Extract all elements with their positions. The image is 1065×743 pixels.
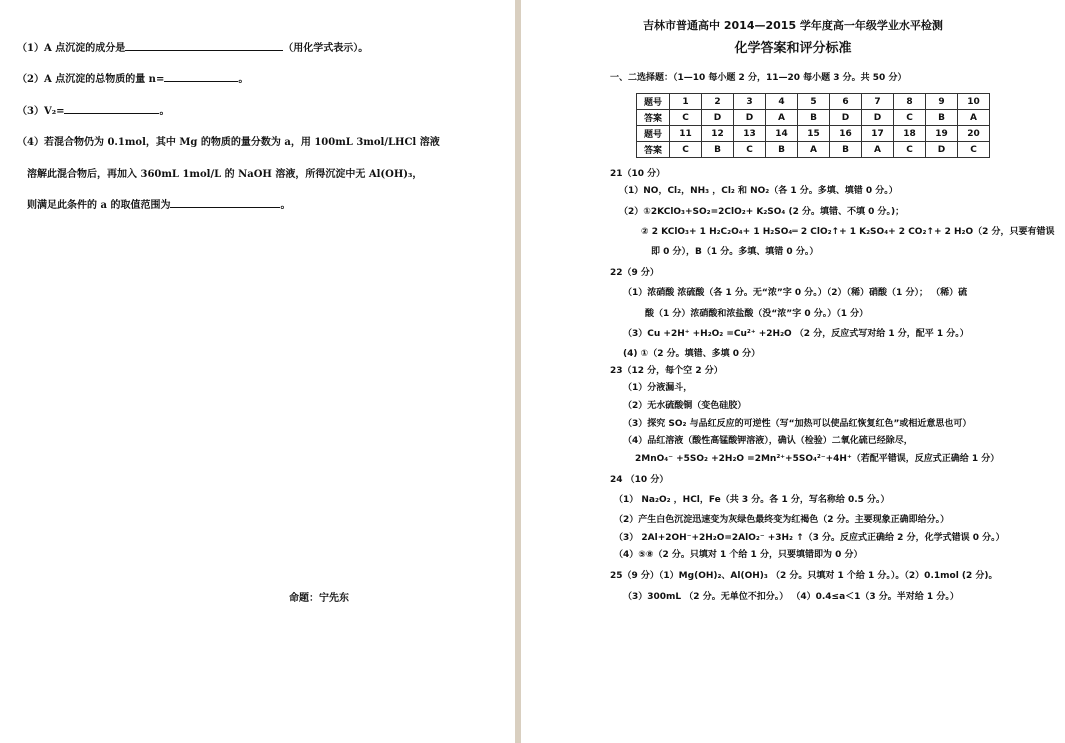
table-cell: C — [670, 110, 702, 126]
table-cell: 2 — [702, 94, 734, 110]
table-cell: D — [702, 110, 734, 126]
table-row — [637, 110, 990, 126]
answer-line: （1）分液漏斗， — [623, 383, 693, 393]
answer-line: 22（9 分） — [610, 268, 659, 278]
answer-table — [636, 93, 990, 158]
table-row — [637, 126, 990, 142]
table-cell: 19 — [926, 126, 958, 142]
answer-line: 酸（1 分）浓硝酸和浓盐酸（没“浓”字 0 分。）（1 分） — [645, 309, 869, 319]
table-cell: C — [894, 142, 926, 158]
answer-blank — [64, 104, 159, 114]
author-footer: 命题：宁先东 — [289, 593, 349, 604]
question-3-text: （3）V₂= — [17, 106, 65, 117]
answer-line: （2）产生白色沉淀迅速变为灰绿色最终变为红褐色（2 分。主要现象正确即给分。） — [614, 515, 950, 525]
question-4-line-3 — [27, 196, 290, 211]
answer-line: （3）300mL （2 分。无单位不扣分。） （4）0.4≤a＜1（3 分。半对给 1 分。） — [623, 592, 959, 602]
answer-line: 23（12 分，每个空 2 分） — [610, 366, 723, 376]
table-row-header: 答案 — [637, 110, 670, 126]
answer-line: （2）①2KClO₃+SO₂=2ClO₂+ K₂SO₄ (2 分。填错、不填 0 分。)； — [619, 207, 905, 217]
question-4-line-1: （4）若混合物仍为 0.1mol，其中 Mg 的物质的量分数为 a，用 100mL 3mol/LHCl 溶液 — [17, 137, 440, 148]
document-subtitle: 化学答案和评分标准 — [734, 41, 852, 56]
table-cell: B — [830, 142, 862, 158]
question-1-suffix: （用化学式表示）。 — [283, 43, 369, 54]
document-title: 吉林市普通高中 2014—2015 学年度高一年级学业水平检测 — [643, 19, 943, 32]
table-cell: 20 — [958, 126, 990, 142]
table-cell: C — [670, 142, 702, 158]
table-cell: 7 — [862, 94, 894, 110]
question-2-suffix: 。 — [238, 74, 249, 85]
table-cell: 1 — [670, 94, 702, 110]
question-1 — [17, 39, 368, 54]
question-4-line-2: 溶解此混合物后，再加入 360mL 1mol/L 的 NaOH 溶液，所得沉淀中无 Al(OH)₃， — [27, 169, 423, 180]
table-cell: B — [702, 142, 734, 158]
table-cell: 5 — [798, 94, 830, 110]
table-cell: A — [798, 142, 830, 158]
table-cell: 14 — [766, 126, 798, 142]
question-4-text: 则满足此条件的 a 的取值范围为 — [27, 200, 171, 211]
table-cell: 4 — [766, 94, 798, 110]
question-3-suffix: 。 — [159, 106, 170, 117]
answer-line: （1）浓硝酸 浓硫酸（各 1 分。无“浓”字 0 分。）（2）（稀）硝酸（1 分）； （稀）硫 — [623, 288, 968, 298]
table-cell: 6 — [830, 94, 862, 110]
question-3 — [17, 102, 169, 117]
answer-line: 24 （10 分） — [610, 475, 669, 485]
table-cell: 8 — [894, 94, 926, 110]
table-row — [637, 142, 990, 158]
answer-blank — [125, 41, 283, 51]
answer-line: ② 2 KClO₃+ 1 H₂C₂O₄+ 1 H₂SO₄═ 2 ClO₂↑+ 1 K₂SO₄+ 2 CO₂↑+ 2 H₂O（2 分，只要有错误 — [641, 227, 1055, 237]
table-cell: A — [862, 142, 894, 158]
table-row-header: 题号 — [637, 94, 670, 110]
table-cell: C — [894, 110, 926, 126]
answer-line: （2）无水硫酸铜（变色硅胶） — [623, 401, 747, 411]
table-cell: C — [734, 142, 766, 158]
right-page — [521, 0, 1065, 743]
answer-line: 21（10 分） — [610, 169, 666, 179]
table-cell: 3 — [734, 94, 766, 110]
question-4-suffix: 。 — [280, 200, 291, 211]
table-cell: 13 — [734, 126, 766, 142]
table-cell: D — [734, 110, 766, 126]
answer-line: (4) ①（2 分。填错、多填 0 分） — [623, 349, 761, 359]
table-cell: D — [830, 110, 862, 126]
table-cell: B — [798, 110, 830, 126]
answer-blank — [164, 72, 238, 82]
table-cell: B — [766, 142, 798, 158]
table-cell: 18 — [894, 126, 926, 142]
table-cell: A — [958, 110, 990, 126]
table-cell: D — [862, 110, 894, 126]
table-cell: 12 — [702, 126, 734, 142]
question-1-text: （1）A 点沉淀的成分是 — [17, 43, 126, 54]
table-cell: B — [926, 110, 958, 126]
section-heading: 一、二选择题：（1—10 每小题 2 分，11—20 每小题 3 分。共 50 分） — [610, 73, 907, 83]
table-cell: 10 — [958, 94, 990, 110]
table-cell: C — [958, 142, 990, 158]
answer-line: 即 0 分），B（1 分。多填、填错 0 分。） — [651, 247, 819, 257]
table-cell: 11 — [670, 126, 702, 142]
table-cell: 17 — [862, 126, 894, 142]
question-2-text: （2）A 点沉淀的总物质的量 n= — [17, 74, 165, 85]
table-cell: 15 — [798, 126, 830, 142]
answer-line: （4）⑤⑧（2 分。只填对 1 个给 1 分，只要填错即为 0 分） — [614, 550, 863, 560]
table-cell: 9 — [926, 94, 958, 110]
answer-line: （3）Cu +2H⁺ +H₂O₂ =Cu²⁺ +2H₂O （2 分，反应式写对给 1 分，配平 1 分。） — [623, 329, 969, 339]
answer-line: （1） Na₂O₂ ，HCl，Fe（共 3 分。各 1 分，写名称给 0.5 分。） — [614, 495, 890, 505]
answer-line: （4）品红溶液（酸性高锰酸钾溶液），确认（检验）二氧化硫已经除尽， — [623, 436, 913, 446]
table-cell: A — [766, 110, 798, 126]
table-row — [637, 94, 990, 110]
table-cell: D — [926, 142, 958, 158]
answer-line: （3）探究 SO₂ 与品红反应的可逆性（写“加热可以使品红恢复红色”或相近意思也可） — [623, 419, 972, 429]
left-page — [0, 0, 515, 743]
question-2 — [17, 70, 248, 85]
table-cell: 16 — [830, 126, 862, 142]
answer-line: 25（9 分）（1）Mg(OH)₂、Al(OH)₃ （2 分。只填对 1 个给 1 分。）。（2）0.1mol (2 分)。 — [610, 571, 998, 581]
answer-line: （1）NO，Cl₂，NH₃ ，Cl₂ 和 NO₂（各 1 分。多填、填错 0 分。） — [619, 186, 898, 196]
answer-line: 2MnO₄⁻ +5SO₂ +2H₂O =2Mn²⁺+5SO₄²⁻+4H⁺（若配平错误，反应式正确给 1 分） — [635, 454, 1000, 464]
answer-line: （3） 2Al+2OH⁻+2H₂O=2AlO₂⁻ +3H₂ ↑（3 分。反应式正确给 2 分，化学式错误 0 分。） — [614, 533, 1005, 543]
table-row-header: 答案 — [637, 142, 670, 158]
answer-blank — [170, 198, 280, 208]
table-row-header: 题号 — [637, 126, 670, 142]
